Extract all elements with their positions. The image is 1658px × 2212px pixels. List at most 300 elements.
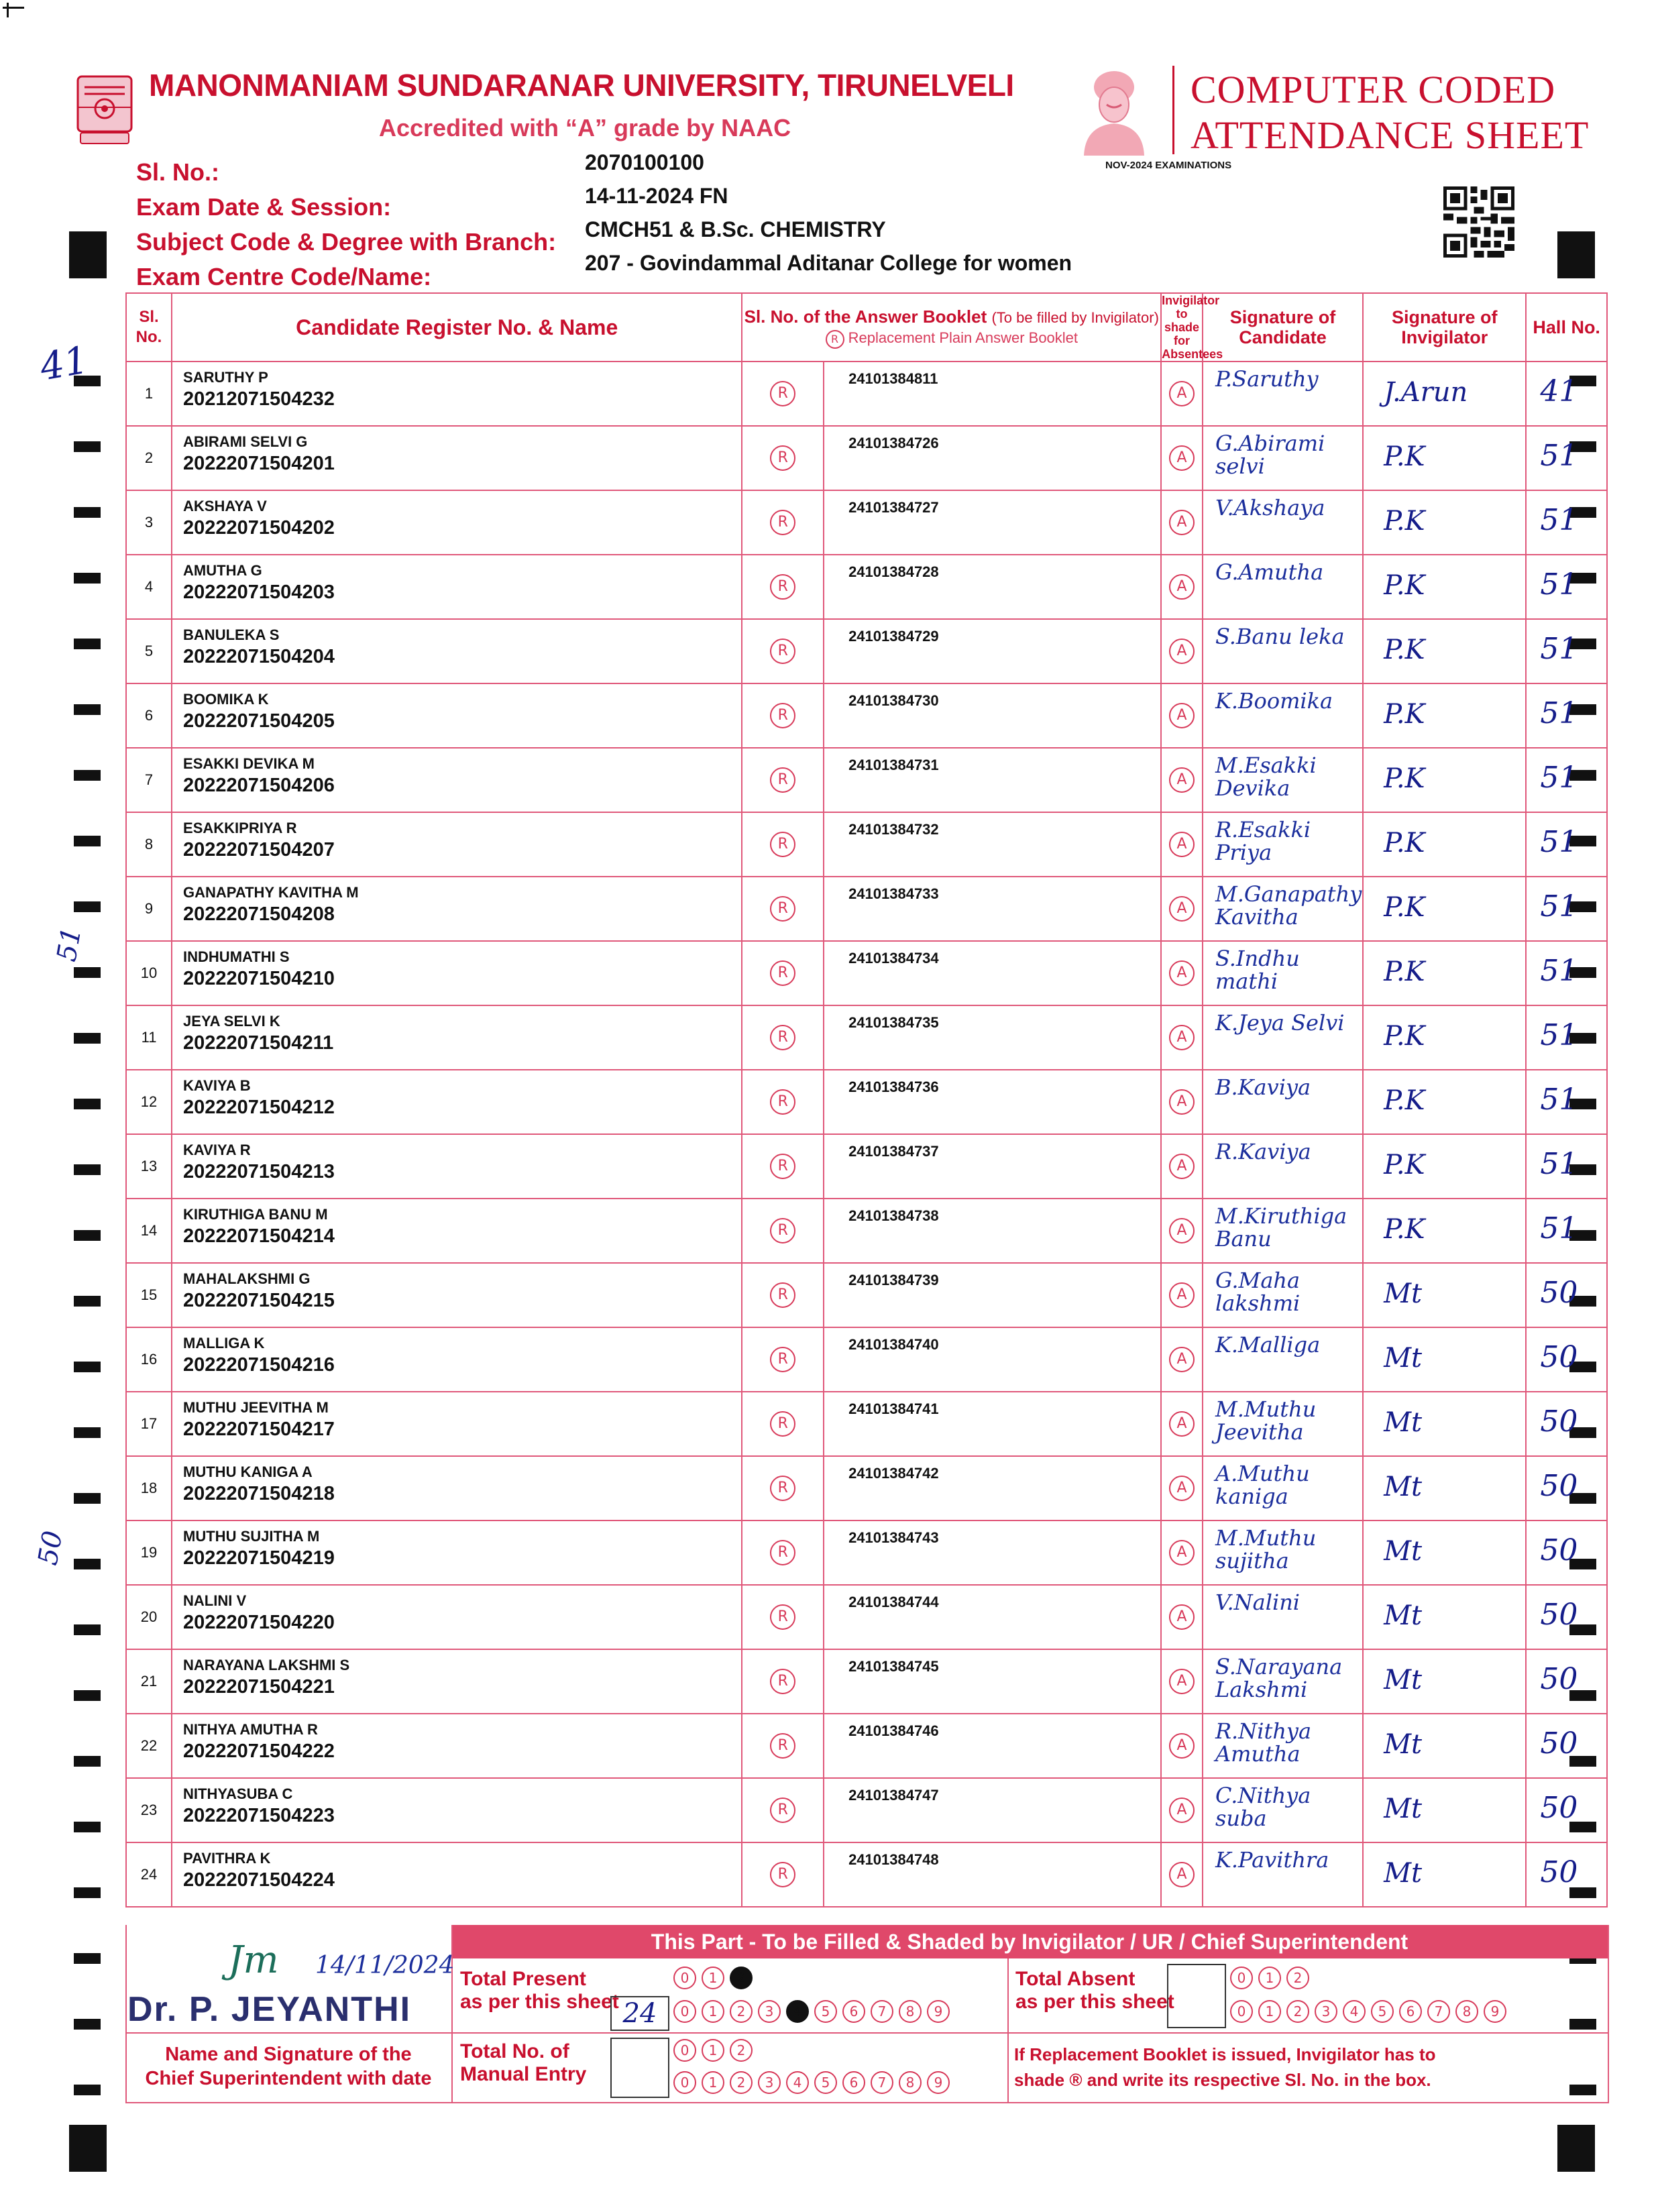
row-sl: 7 [126,748,172,812]
row-sl: 1 [126,362,172,426]
invigilator-signature: P.K [1384,1021,1425,1052]
replacement-bubble[interactable]: R [770,1282,795,1308]
hall-no: 51 [1540,1018,1578,1052]
replacement-bubble[interactable]: R [770,896,795,922]
absent-cell [1161,877,1203,941]
booklet-no: 24101384726 [848,435,939,451]
hall-no: 51 [1540,503,1578,537]
table-row [126,1005,1607,1070]
hall-no: 50 [1540,1276,1578,1310]
col-booklet-title: Sl. No. of the Answer Booklet [744,306,987,327]
candidate-name: INDHUMATHI S [183,948,290,965]
timing-mark [74,1033,101,1044]
candidate-signature-cell [1203,1070,1363,1134]
row-sl: 5 [126,619,172,683]
hall-no: 51 [1540,761,1578,795]
booklet-no: 24101384735 [848,1014,939,1031]
absent-bubble[interactable]: A [1169,1089,1195,1115]
oval-option[interactable]: 2 [730,2000,753,2023]
total-absent-label [1015,1968,1174,2013]
candidate-signature-cell [1203,362,1363,426]
replacement-bubble[interactable]: R [770,1476,795,1501]
replacement-cell [742,555,824,619]
absent-bubble[interactable]: A [1169,1282,1195,1308]
centre-label: Exam Centre Code/Name: [136,263,432,290]
candidate-reg-no: 20222071504224 [183,1869,335,1891]
hall-no: 41 [1540,374,1578,408]
col-sig-candidate: Signature of Candidate [1203,293,1363,362]
col-replacement: Replacement Plain Answer Booklet [848,329,1079,346]
replacement-cell [742,1456,824,1520]
col-booklet-note: (To be filled by Invigilator) [991,309,1159,326]
oval-option[interactable]: 8 [899,2071,922,2094]
oval-option[interactable]: 9 [927,2000,950,2023]
absent-units-row [1230,2000,1512,2023]
timing-mark [74,1690,101,1701]
oval-option[interactable]: 7 [871,2071,893,2094]
candidate-signature-cell [1203,1842,1363,1907]
replacement-bubble[interactable]: R [770,1411,795,1437]
manual-entry-box[interactable] [610,2038,669,2098]
candidate-reg-no: 20222071504202 [183,517,335,539]
absent-cell [1161,1842,1203,1907]
oval-option[interactable]: 2 [730,2071,753,2094]
hall-no: 50 [1540,1855,1578,1889]
hall-no: 50 [1540,1533,1578,1567]
timing-mark [74,1164,101,1175]
replacement-cell [742,748,824,812]
oval-option[interactable]: 9 [1484,2000,1506,2023]
candidate-signature-cell [1203,748,1363,812]
invigilator-signature-cell [1363,1392,1526,1456]
hall-cell [1526,1842,1607,1907]
sl-no-value: 2070100100 [585,150,704,174]
absent-cell [1161,683,1203,748]
candidate-signature-cell [1203,619,1363,683]
attendance-rows [126,362,1607,1907]
table-row [126,619,1607,683]
booklet-no: 24101384736 [848,1079,939,1095]
candidate-signature-cell [1203,1585,1363,1649]
candidate-signature-cell [1203,1263,1363,1327]
row-sl: 4 [126,555,172,619]
candidate-name: MUTHU KANIGA A [183,1463,313,1480]
replacement-cell [742,1842,824,1907]
col-sig-invigilator: Signature of Invigilator [1363,293,1526,362]
oval-option[interactable]: 3 [758,2071,781,2094]
absent-bubble[interactable]: A [1169,767,1195,793]
absent-cell [1161,748,1203,812]
hall-cell [1526,619,1607,683]
absent-cell [1161,1005,1203,1070]
candidate-reg-no: 20222071504206 [183,775,335,796]
timing-mark [74,770,101,781]
replacement-cell [742,683,824,748]
hall-no: 51 [1540,632,1578,666]
absent-bubble[interactable]: A [1169,1798,1195,1823]
candidate-signature: M.Ganapathy Kavitha [1215,881,1362,930]
replacement-cell [742,1327,824,1392]
booklet-cell [824,1070,1161,1134]
invigilator-signature-cell [1363,1520,1526,1585]
invigilator-signature: P.K [1384,634,1425,665]
oval-shaded[interactable]: 4 [786,2000,809,2023]
absent-bubble[interactable]: A [1169,639,1195,664]
col-candidate: Candidate Register No. & Name [172,293,742,362]
oval-option[interactable]: 0 [673,2000,696,2023]
oval-option[interactable]: 0 [673,1967,696,1989]
candidate-name: MAHALAKSHMI G [183,1270,311,1287]
replacement-bubble[interactable]: R [770,1862,795,1887]
booklet-no: 24101384744 [848,1594,939,1610]
booklet-cell [824,490,1161,555]
absent-bubble[interactable]: A [1169,1411,1195,1437]
booklet-no: 24101384728 [848,563,939,580]
candidate-signature-cell [1203,1199,1363,1263]
absent-cell [1161,426,1203,490]
candidate-cell [172,1134,742,1199]
candidate-cell [172,619,742,683]
booklet-no: 24101384747 [848,1787,939,1804]
booklet-no: 24101384738 [848,1207,939,1224]
candidate-signature-cell [1203,1778,1363,1842]
col-hall: Hall No. [1526,293,1607,362]
candidate-signature-cell [1203,941,1363,1005]
absent-bubble[interactable]: A [1169,1154,1195,1179]
replacement-bubble[interactable]: R [770,1604,795,1630]
hall-cell [1526,362,1607,426]
booklet-cell [824,1456,1161,1520]
invigilator-signature: P.K [1384,570,1425,601]
booklet-cell [824,1263,1161,1327]
candidate-signature-cell [1203,555,1363,619]
invigilator-signature: Mt [1384,1729,1423,1760]
invigilator-signature-cell [1363,1263,1526,1327]
oval-option[interactable]: 1 [702,2000,724,2023]
hall-cell [1526,877,1607,941]
candidate-reg-no: 20222071504210 [183,968,335,989]
invigilator-signature-cell [1363,490,1526,555]
replacement-cell [742,1714,824,1778]
candidate-name: KAVIYA R [183,1142,251,1158]
oval-option[interactable]: 8 [1455,2000,1478,2023]
margin-note: 50 [32,1528,69,1568]
title-divider [1172,66,1174,154]
absent-bubble[interactable]: A [1169,896,1195,922]
booklet-cell [824,362,1161,426]
table-row [126,1649,1607,1714]
hall-no: 51 [1540,889,1578,924]
replacement-cell [742,1649,824,1714]
booklet-cell [824,1392,1161,1456]
candidate-reg-no: 20222071504214 [183,1225,335,1247]
oval-option[interactable]: 0 [1230,1967,1253,1989]
replacement-bubble[interactable]: R [770,1669,795,1694]
absent-bubble[interactable]: A [1169,1862,1195,1887]
candidate-cell [172,426,742,490]
oval-option[interactable]: 7 [871,2000,893,2023]
subject-value: CMCH51 & B.Sc. CHEMISTRY [585,217,886,241]
timing-mark [74,573,101,584]
oval-option[interactable]: 8 [899,2000,922,2023]
table-row [126,1714,1607,1778]
row-sl: 24 [126,1842,172,1907]
oval-option[interactable]: 3 [758,2000,781,2023]
candidate-signature-cell [1203,1456,1363,1520]
candidate-signature: G.Abirami selvi [1215,431,1325,479]
candidate-cell [172,1714,742,1778]
invigilator-signature-cell [1363,426,1526,490]
university-name: MANONMANIAM SUNDARANAR UNIVERSITY, TIRUNELVELI [149,68,1014,103]
invigilator-signature: Mt [1384,1407,1423,1438]
timing-mark [1557,2125,1595,2172]
absent-bubble[interactable]: A [1169,1669,1195,1694]
absent-cell [1161,619,1203,683]
absent-bubble[interactable]: A [1169,445,1195,471]
replacement-bubble[interactable]: R [770,1025,795,1050]
oval-option[interactable]: 3 [1315,2000,1337,2023]
timing-mark [74,1296,101,1307]
absent-bubble[interactable]: A [1169,1025,1195,1050]
oval-option[interactable]: 2 [1286,2000,1309,2023]
absent-bubble[interactable]: A [1169,960,1195,986]
replacement-bubble[interactable]: R [770,1733,795,1759]
oval-option[interactable]: 6 [842,2000,865,2023]
candidate-cell [172,555,742,619]
table-row [126,362,1607,426]
candidate-signature-cell [1203,1134,1363,1199]
replacement-bubble[interactable]: R [770,1089,795,1115]
hall-no: 50 [1540,1726,1578,1761]
present-tens-row [673,1967,758,1989]
table-row [126,1520,1607,1585]
oval-option[interactable]: 1 [702,2039,724,2062]
candidate-signature: K.Malliga [1215,1332,1321,1358]
row-sl: 12 [126,1070,172,1134]
oval-option[interactable]: 5 [814,2071,837,2094]
booklet-cell [824,1005,1161,1070]
total-absent-box[interactable] [1167,1964,1226,2028]
booklet-cell [824,1134,1161,1199]
oval-option[interactable]: 5 [1371,2000,1394,2023]
candidate-signature-cell [1203,877,1363,941]
replacement-bubble[interactable]: R [770,767,795,793]
candidate-name: PAVITHRA K [183,1850,271,1867]
absent-bubble[interactable]: A [1169,1733,1195,1759]
hall-no: 50 [1540,1662,1578,1696]
total-present-line1: Total Present [460,1968,586,1990]
candidate-reg-no: 20222071504201 [183,453,335,474]
candidate-cell [172,1649,742,1714]
oval-option[interactable]: 2 [1286,1967,1309,1989]
booklet-cell [824,1585,1161,1649]
total-present-box[interactable] [610,1996,669,2031]
oval-option[interactable]: 0 [673,2039,696,2062]
absent-cell [1161,1778,1203,1842]
candidate-name: ABIRAMI SELVI G [183,433,308,450]
candidate-name: NITHYASUBA C [183,1785,293,1802]
booklet-no: 24101384727 [848,499,939,516]
manual-units-row [673,2071,955,2094]
replacement-bubble[interactable]: R [770,832,795,857]
replacement-cell [742,1070,824,1134]
replacement-bubble[interactable]: R [770,1154,795,1179]
candidate-reg-no: 20222071504211 [183,1032,334,1054]
replacement-bubble[interactable]: R [770,1347,795,1372]
absent-bubble[interactable]: A [1169,1218,1195,1243]
oval-option[interactable]: 4 [1343,2000,1366,2023]
candidate-cell [172,1456,742,1520]
oval-option[interactable]: 6 [1399,2000,1422,2023]
oval-option[interactable]: 7 [1427,2000,1450,2023]
exam-date-value: 14-11-2024 FN [585,184,728,208]
row-sl: 15 [126,1263,172,1327]
candidate-signature: R.Kaviya [1215,1139,1311,1164]
replacement-bubble[interactable]: R [770,1218,795,1243]
oval-option[interactable]: 0 [673,2071,696,2094]
absent-bubble[interactable]: A [1169,381,1195,406]
candidate-cell [172,490,742,555]
candidate-reg-no: 20222071504220 [183,1612,335,1633]
invigilator-signature: P.K [1384,828,1425,859]
candidate-signature: V.Nalini [1215,1590,1301,1615]
corner-mark [7,3,9,17]
candidate-cell [172,1392,742,1456]
replacement-bubble[interactable]: R [770,1540,795,1565]
col-absent: Invigilator to shade for Absentees [1162,294,1223,361]
candidate-reg-no: 20222071504204 [183,646,335,667]
invigilator-signature-cell [1363,683,1526,748]
replacement-bubble[interactable]: R [770,703,795,728]
hall-cell [1526,1199,1607,1263]
oval-option[interactable]: 4 [786,2071,809,2094]
sheet-title-line1: COMPUTER CODED [1191,68,1556,111]
absent-bubble[interactable]: A [1169,1347,1195,1372]
row-sl: 18 [126,1456,172,1520]
invigilator-signature: Mt [1384,1343,1423,1374]
replacement-bubble[interactable]: R [770,1798,795,1823]
row-sl: 8 [126,812,172,877]
replacement-bubble[interactable]: R [770,381,795,406]
candidate-cell [172,812,742,877]
absent-bubble[interactable]: A [1169,1604,1195,1630]
booklet-cell [824,426,1161,490]
row-sl: 19 [126,1520,172,1585]
booklet-cell [824,748,1161,812]
table-row [126,1456,1607,1520]
total-present-label [460,1968,619,2013]
candidate-cell [172,1842,742,1907]
oval-option[interactable]: 1 [1258,2000,1281,2023]
absent-bubble[interactable]: A [1169,1540,1195,1565]
absent-bubble[interactable]: A [1169,574,1195,600]
replacement-bubble[interactable]: R [770,445,795,471]
hall-cell [1526,1392,1607,1456]
booklet-cell [824,1327,1161,1392]
superintendent-date: 14/11/2024 [315,1952,455,1979]
oval-option[interactable]: 0 [1230,2000,1253,2023]
replacement-cell [742,1005,824,1070]
hall-cell [1526,1456,1607,1520]
invigilator-signature-cell [1363,1714,1526,1778]
candidate-reg-no: 20222071504217 [183,1419,335,1440]
oval-option[interactable]: 9 [927,2071,950,2094]
row-sl: 6 [126,683,172,748]
hall-no: 50 [1540,1791,1578,1825]
replacement-bubble[interactable]: R [770,639,795,664]
replacement-cell [742,1778,824,1842]
replacement-cell [742,941,824,1005]
timing-mark [74,441,101,452]
superintendent-signature: Jm [228,1938,279,1982]
invigilator-signature-cell [1363,1585,1526,1649]
timing-mark [74,1887,101,1898]
oval-option[interactable]: 1 [1258,1967,1281,1989]
hall-cell [1526,1263,1607,1327]
timing-mark [74,2019,101,2030]
absent-bubble[interactable]: A [1169,510,1195,535]
hall-cell [1526,1520,1607,1585]
absent-bubble[interactable]: A [1169,832,1195,857]
absent-cell [1161,1520,1203,1585]
replacement-note [1014,2042,1435,2093]
candidate-signature: C.Nithya suba [1215,1783,1311,1831]
row-sl: 2 [126,426,172,490]
timing-mark [74,901,101,912]
absent-bubble[interactable]: A [1169,1476,1195,1501]
row-sl: 16 [126,1327,172,1392]
oval-option[interactable]: 6 [842,2071,865,2094]
replacement-bubble[interactable]: R [770,960,795,986]
candidate-name: JEYA SELVI K [183,1013,280,1030]
candidate-signature: B.Kaviya [1215,1074,1311,1100]
timing-mark [74,1756,101,1767]
oval-shaded[interactable]: 2 [730,1967,753,1989]
oval-option[interactable]: 2 [730,2039,753,2062]
replacement-cell [742,1199,824,1263]
oval-option[interactable]: 1 [702,1967,724,1989]
booklet-cell [824,555,1161,619]
total-absent-line2: as per this sheet [1015,1991,1174,2013]
replacement-bubble[interactable]: R [770,510,795,535]
candidate-cell [172,683,742,748]
oval-option[interactable]: 1 [702,2071,724,2094]
invigilator-signature-cell [1363,1778,1526,1842]
row-sl: 14 [126,1199,172,1263]
invigilator-signature: P.K [1384,699,1425,730]
candidate-name: KAVIYA B [183,1077,251,1094]
candidate-name: ESAKKI DEVIKA M [183,755,315,772]
replacement-bubble[interactable]: R [770,574,795,600]
table-row [126,1778,1607,1842]
table-row [126,941,1607,1005]
candidate-signature: G.Amutha [1215,559,1324,585]
oval-option[interactable]: 5 [814,2000,837,2023]
booklet-no: 24101384742 [848,1465,939,1482]
booklet-no: 24101384733 [848,885,939,902]
candidate-signature-cell [1203,1649,1363,1714]
invigilator-signature: P.K [1384,956,1425,987]
hall-cell [1526,1070,1607,1134]
booklet-no: 24101384732 [848,821,939,838]
exam-date-label: Exam Date & Session: [136,193,392,221]
hall-no: 51 [1540,954,1578,988]
absent-bubble[interactable]: A [1169,703,1195,728]
table-row [126,555,1607,619]
absent-cell [1161,1714,1203,1778]
candidate-reg-no: 20222071504221 [183,1676,335,1698]
timing-mark [74,1493,101,1504]
